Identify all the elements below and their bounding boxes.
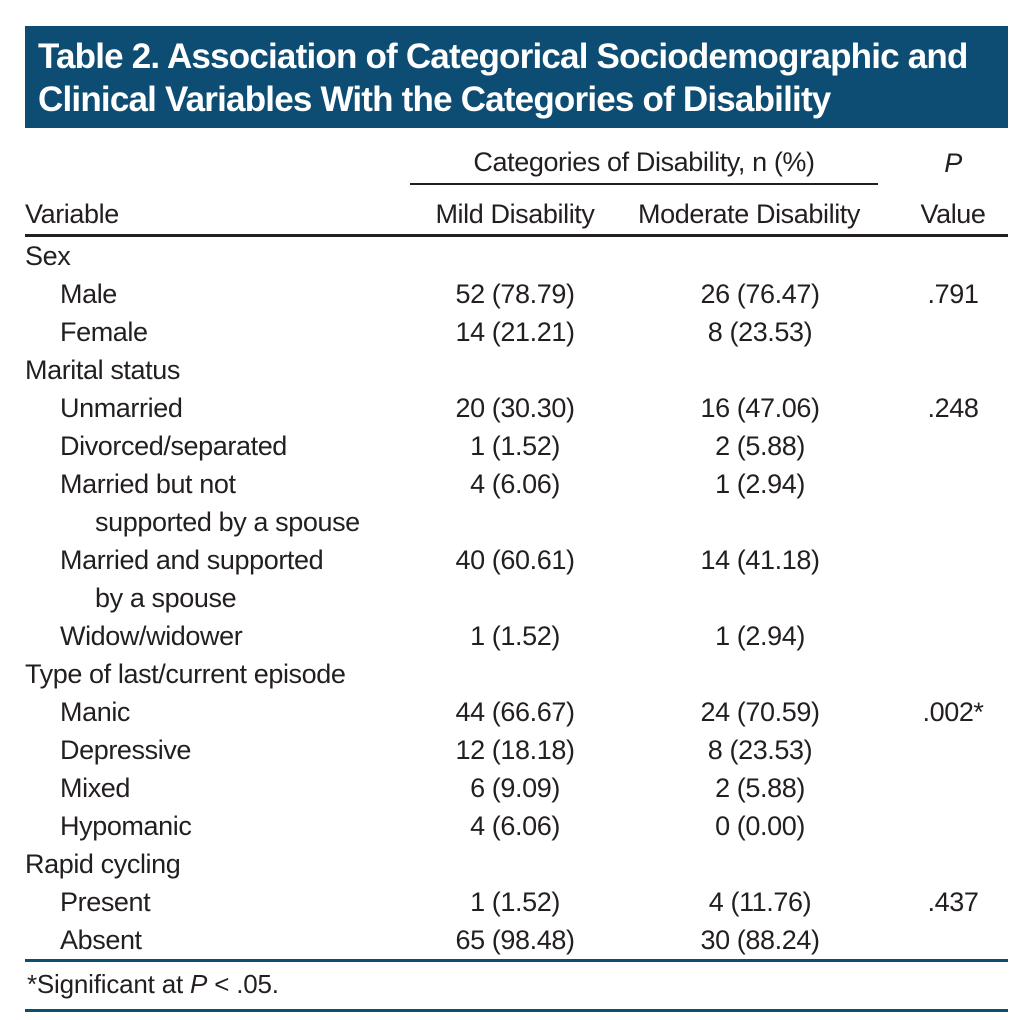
moderate-disability-column-header: Moderate Disability [620, 184, 878, 236]
moderate-value-cell: 0 (0.00) [715, 811, 805, 841]
footnote-text-prefix: *Significant at [27, 969, 191, 999]
empty-header-cell [25, 128, 410, 184]
moderate-value-cell: 24 (70.59) [700, 697, 820, 727]
table-figure [25, 0, 1008, 1012]
moderate-value-cell [620, 579, 878, 617]
mild-value-cell: 20 (30.30) [455, 393, 575, 423]
moderate-value-cell [620, 351, 878, 389]
footnote-bottom-rule [25, 1009, 1008, 1012]
p-value-cell [878, 921, 1008, 959]
moderate-value-cell: 1 (2.94) [715, 469, 805, 499]
row-label-cell: Depressive [60, 735, 192, 765]
row-label-cell: Married and supported [60, 545, 324, 575]
p-value-cell: .791 [927, 279, 979, 309]
mild-value-cell: 12 (18.18) [455, 735, 575, 765]
p-value-cell [878, 503, 1008, 541]
mild-value-cell: 4 (6.06) [470, 811, 560, 841]
p-value-cell [878, 655, 1008, 693]
row-label-cell: Female [60, 317, 148, 347]
p-value-cell: .248 [927, 393, 979, 423]
row-label-cell: Marital status [25, 355, 180, 385]
row-label-cell: Mixed [60, 773, 131, 803]
row-label-cell: supported by a spouse [95, 507, 360, 537]
row-label-cell: Hypomanic [60, 811, 192, 841]
p-value-cell [878, 465, 1008, 503]
footnote-p-symbol: P [190, 969, 208, 999]
p-header: P [944, 148, 962, 178]
moderate-value-cell: 8 (23.53) [707, 317, 813, 347]
spanner-header: Categories of Disability, n (%) [410, 128, 878, 184]
p-value-cell [878, 351, 1008, 389]
table-row [25, 541, 1008, 579]
moderate-value-cell [620, 845, 878, 883]
moderate-value-cell [620, 655, 878, 693]
table-row [25, 465, 1008, 503]
table-row [25, 883, 1008, 921]
p-value-cell [878, 845, 1008, 883]
table-row-continuation [25, 503, 1008, 541]
table-row-group-marital-status [25, 351, 1008, 389]
moderate-value-cell: 2 (5.88) [715, 773, 805, 803]
column-header-row [25, 184, 1008, 236]
table-row [25, 389, 1008, 427]
table-row [25, 617, 1008, 655]
table-row-continuation [25, 579, 1008, 617]
moderate-value-cell: 14 (41.18) [700, 545, 820, 575]
footnote-text-suffix: < .05. [207, 969, 279, 999]
mild-value-cell [410, 845, 620, 883]
table-row [25, 693, 1008, 731]
variable-column-header: Variable [25, 184, 410, 236]
p-value-cell [878, 807, 1008, 845]
mild-value-cell: 40 (60.61) [455, 545, 575, 575]
table-row [25, 427, 1008, 465]
table-row-group-episode-type [25, 655, 1008, 693]
row-label-cell: by a spouse [95, 583, 237, 613]
row-label-cell: Sex [25, 241, 71, 271]
row-label-cell: Male [60, 279, 117, 309]
row-label-cell: Unmarried [60, 393, 183, 423]
value-column-header: Value [878, 184, 1008, 236]
row-label-cell: Manic [60, 697, 131, 727]
moderate-value-cell: 4 (11.76) [708, 887, 812, 917]
p-value-cell: .002* [922, 697, 984, 727]
table-row [25, 769, 1008, 807]
mild-value-cell: 1 (1.52) [470, 887, 560, 917]
p-value-cell [878, 769, 1008, 807]
mild-value-cell: 65 (98.48) [455, 925, 575, 955]
p-value-cell [878, 579, 1008, 617]
mild-value-cell: 52 (78.79) [455, 279, 575, 309]
row-label-cell: Present [60, 887, 151, 917]
spanner-header-row [25, 128, 1008, 184]
table-row [25, 921, 1008, 959]
row-label-cell: Widow/widower [60, 621, 243, 651]
mild-value-cell: 1 (1.52) [470, 431, 560, 461]
moderate-value-cell [620, 503, 878, 541]
mild-value-cell [410, 351, 620, 389]
p-value-cell [878, 427, 1008, 465]
mild-value-cell [410, 503, 620, 541]
row-label-cell: Divorced/separated [60, 431, 287, 461]
moderate-value-cell: 2 (5.88) [715, 431, 805, 461]
row-label-cell: Type of last/current episode [25, 659, 346, 689]
p-value-cell: .437 [927, 887, 979, 917]
mild-value-cell [410, 655, 620, 693]
table-row [25, 731, 1008, 769]
mild-value-cell: 44 (66.67) [455, 697, 575, 727]
p-value-cell [878, 541, 1008, 579]
p-value-cell [878, 617, 1008, 655]
table-title-banner [25, 26, 1008, 128]
table-row-group-sex [25, 236, 1008, 276]
p-value-cell [878, 731, 1008, 769]
mild-value-cell [410, 579, 620, 617]
table-row [25, 807, 1008, 845]
footnote [25, 962, 1008, 1009]
moderate-value-cell: 26 (76.47) [700, 279, 820, 309]
table-row [25, 275, 1008, 313]
data-table [25, 128, 1008, 959]
moderate-value-cell: 8 (23.53) [707, 735, 813, 765]
p-value-cell [878, 236, 1008, 276]
table-row-group-rapid-cycling [25, 845, 1008, 883]
mild-value-cell: 4 (6.06) [470, 469, 560, 499]
mild-value-cell [410, 236, 620, 276]
moderate-value-cell: 1 (2.94) [715, 621, 805, 651]
table-title-line-1: Table 2. Association of Categorical Sociodemographic and [38, 37, 968, 76]
row-label-cell: Married but not [60, 469, 236, 499]
mild-value-cell: 14 (21.21) [455, 317, 575, 347]
row-label-cell: Rapid cycling [25, 849, 181, 879]
moderate-value-cell: 30 (88.24) [700, 925, 820, 955]
moderate-value-cell: 16 (47.06) [700, 393, 820, 423]
table-row [25, 313, 1008, 351]
mild-value-cell: 6 (9.09) [470, 773, 560, 803]
table-title-line-2: Clinical Variables With the Categories of Disability [38, 80, 831, 119]
row-label-cell: Absent [60, 925, 142, 955]
p-value-cell [878, 313, 1008, 351]
mild-value-cell: 1 (1.52) [470, 621, 560, 651]
mild-disability-column-header: Mild Disability [410, 184, 620, 236]
moderate-value-cell [620, 236, 878, 276]
